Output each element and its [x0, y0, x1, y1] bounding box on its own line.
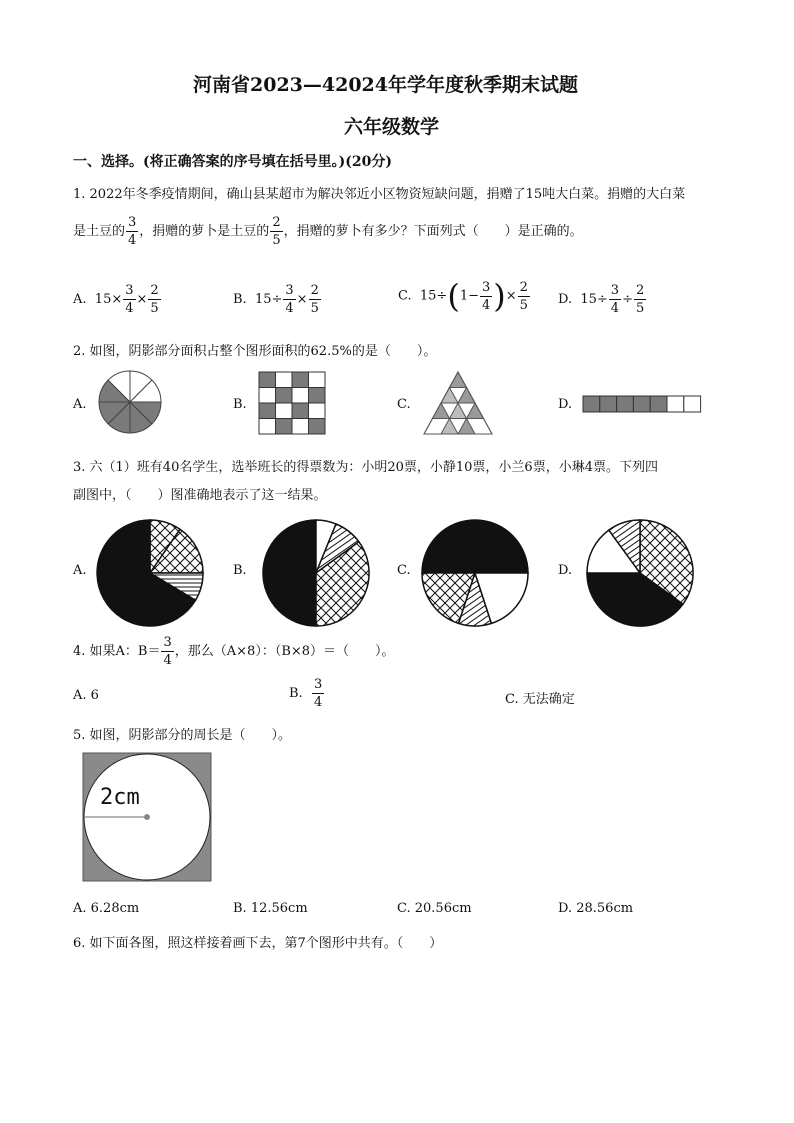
page-subtitle: 六年级数学	[344, 116, 440, 138]
q2-text: 2. 如图，阴影部分面积占整个图形面积的62.5%的是（ ）。	[73, 344, 437, 359]
q2-label-b[interactable]: B.	[233, 397, 247, 412]
q2-label-d[interactable]: D.	[558, 397, 573, 412]
q1-option-c[interactable]: C. 15÷(1− $\frac{3}{4}$ )× $\frac{2}{5}$	[398, 277, 528, 315]
q3-pie-b	[261, 518, 371, 628]
q3-label-c[interactable]: C.	[397, 563, 411, 578]
q4-option-a[interactable]: A. 6	[73, 688, 99, 703]
q5-option-a[interactable]: A. 6.28cm	[73, 901, 140, 916]
q4-option-b[interactable]: B. $\frac{3}{4}$	[289, 677, 323, 710]
q5-option-b[interactable]: B. 12.56cm	[233, 901, 308, 916]
q5-option-c[interactable]: C. 20.56cm	[397, 901, 472, 916]
q2-figure-c	[424, 372, 492, 434]
q1-frac-1: $\frac{3}{4}$	[128, 215, 137, 248]
q3-label-a[interactable]: A.	[73, 563, 87, 578]
q1-text-c: ，捐赠的萝卜有多少？下面列式（ ）是正确的。	[283, 224, 583, 239]
q5-figure	[83, 753, 213, 883]
q1-option-b[interactable]: B. 15÷ $\frac{3}{4}$ × $\frac{2}{5}$	[233, 283, 319, 316]
q2-figure-a	[97, 369, 163, 435]
q2-label-c[interactable]: C.	[397, 397, 411, 412]
q4-text: 4. 如果A：B＝ $\frac{3}{4}$ ，那么（A×8）：（B×8）＝（ ）。	[73, 635, 395, 668]
q1-frac-2: $\frac{2}{5}$	[272, 215, 281, 248]
q1-option-a[interactable]: A. 15× $\frac{3}{4}$ × $\frac{2}{5}$	[73, 283, 159, 316]
q4-frac: $\frac{3}{4}$	[163, 635, 172, 668]
q3-line2: 副图中，（ ）图准确地表示了这一结果。	[73, 488, 327, 503]
q1-line1: 1. 2022年冬季疫情期间，确山县某超市为解决邻近小区物资短缺问题，捐赠了15吨大白菜。捐赠的大白菜	[73, 187, 686, 202]
q3-pie-d	[585, 518, 695, 628]
q5-figure-label: 2cm	[100, 785, 140, 810]
q3-label-b[interactable]: B.	[233, 563, 247, 578]
q2-figure-b	[259, 372, 325, 434]
section-heading: 一、选择。(将正确答案的序号填在括号里。)(20分)	[73, 154, 392, 170]
q1-text-b: ，捐赠的萝卜是土豆的	[139, 224, 270, 239]
q1-line2	[73, 216, 583, 247]
q3-label-d[interactable]: D.	[558, 563, 573, 578]
q2-label-a[interactable]: A.	[73, 397, 87, 412]
q2-figure-d	[583, 396, 701, 412]
q3-pie-c	[420, 518, 530, 628]
q6-text: 6. 如下面各图，照这样接着画下去，第7个图形中共有。（ ）	[73, 936, 443, 951]
q5-option-d[interactable]: D. 28.56cm	[558, 901, 634, 916]
q3-pie-a	[95, 518, 205, 628]
q1-text-a: 是土豆的	[73, 224, 126, 239]
page-title: 河南省2023—42024年学年度秋季期末试题	[193, 74, 578, 96]
q3-line1: 3. 六（1）班有40名学生，选举班长的得票数为：小明20票，小静10票，小兰6票，小琳4票。下列四	[73, 460, 658, 475]
q1-option-d[interactable]: D. 15÷ $\frac{3}{4}$ ÷ $\frac{2}{5}$	[558, 283, 645, 316]
q5-text: 5. 如图，阴影部分的周长是（ ）。	[73, 728, 292, 743]
q4-option-c[interactable]: C. 无法确定	[505, 692, 575, 707]
